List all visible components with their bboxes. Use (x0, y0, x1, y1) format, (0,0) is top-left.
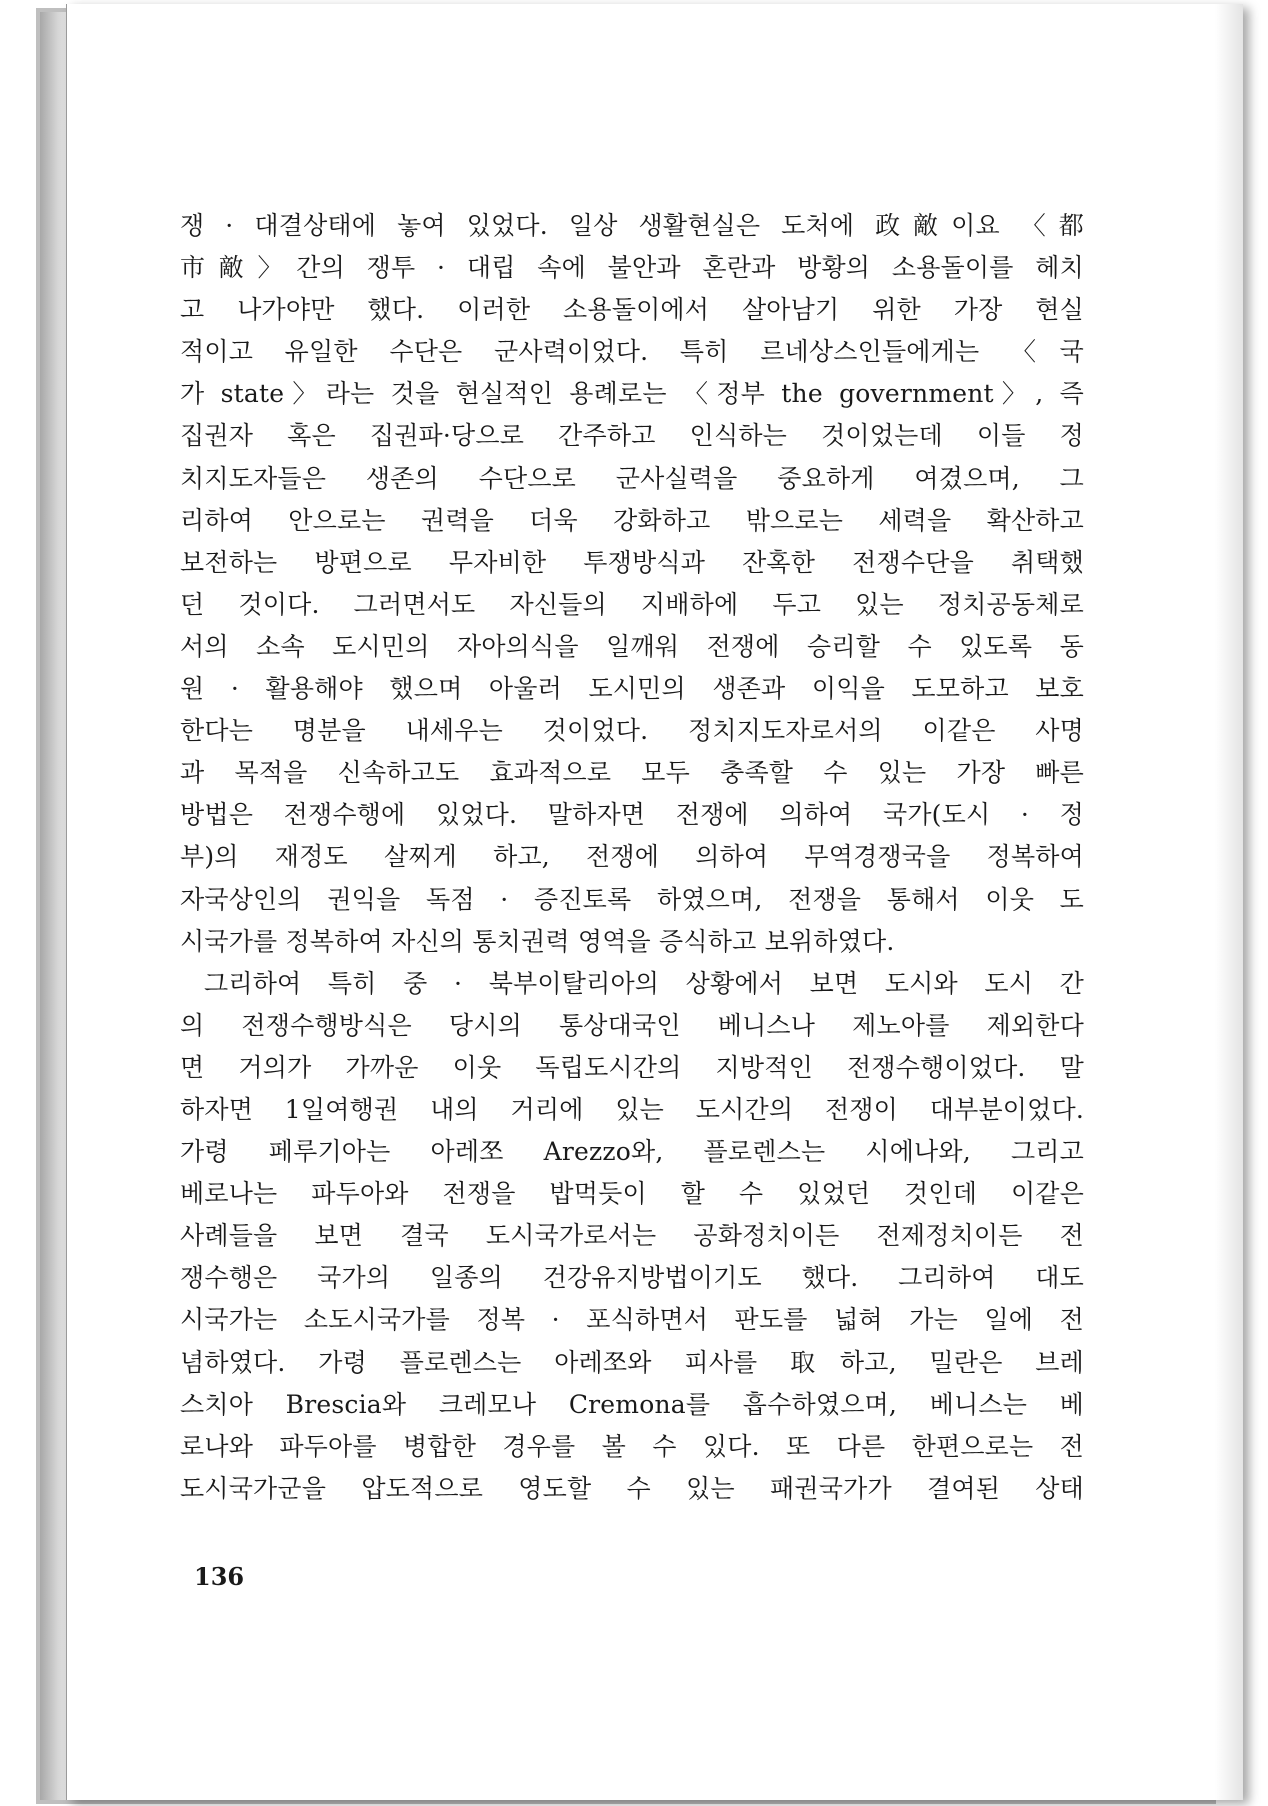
page-right-fade (1215, 4, 1243, 1800)
text-line: 사례들을 보면 결국 도시국가로서는 공화정치이든 전제정치이든 전 (180, 1221, 1084, 1251)
text-line: 하자면 1일여행권 내의 거리에 있는 도시간의 전쟁이 대부분이었다. (180, 1094, 1084, 1124)
text-line: 로나와 파두아를 병합한 경우를 볼 수 있다. 또 다른 한편으로는 전 (180, 1431, 1084, 1461)
text-line: 과 목적을 신속하고도 효과적으로 모두 충족할 수 있는 가장 빠른 (180, 758, 1084, 788)
text-line: 스치아 Brescia와 크레모나 Cremona를 흡수하였으며, 베니스는 베 (180, 1389, 1084, 1419)
text-line: 베로나는 파두아와 전쟁을 밥먹듯이 할 수 있었던 것인데 이같은 (180, 1179, 1084, 1209)
text-line: 적이고 유일한 수단은 군사력이었다. 특히 르네상스인들에게는 〈국 (180, 337, 1084, 367)
text-line: 고 나가야만 했다. 이러한 소용돌이에서 살아남기 위한 가장 현실 (180, 295, 1084, 325)
text-line: 그리하여 특히 중 · 북부이탈리아의 상황에서 보면 도시와 도시 간 (204, 968, 1084, 998)
text-line: 가 state〉라는 것을 현실적인 용례로는 〈정부 the government〉, 즉 (180, 379, 1084, 409)
text-line: 던 것이다. 그러면서도 자신들의 지배하에 두고 있는 정치공동체로 (180, 589, 1084, 619)
text-line: 치지도자들은 생존의 수단으로 군사실력을 중요하게 여겼으며, 그 (180, 463, 1084, 493)
text-line: 가령 페루기아는 아레쪼 Arezzo와, 플로렌스는 시에나와, 그리고 (180, 1137, 1084, 1167)
text-line: 원 · 활용해야 했으며 아울러 도시민의 생존과 이익을 도모하고 보호 (180, 674, 1084, 704)
text-line: 면 거의가 가까운 이웃 독립도시간의 지방적인 전쟁수행이었다. 말 (180, 1052, 1084, 1082)
text-line: 市敵〉간의 쟁투 · 대립 속에 불안과 혼란과 방황의 소용돌이를 헤치 (180, 253, 1084, 283)
text-line: 부)의 재정도 살찌게 하고, 전쟁에 의하여 무역경쟁국을 정복하여 (180, 842, 1084, 872)
text-line: 시국가는 소도시국가를 정복 · 포식하면서 판도를 넓혀 가는 일에 전 (180, 1305, 1084, 1335)
text-line: 쟁수행은 국가의 일종의 건강유지방법이기도 했다. 그리하여 대도 (180, 1263, 1084, 1293)
text-line: 념하였다. 가령 플로렌스는 아레쪼와 피사를 取하고, 밀란은 브레 (180, 1347, 1084, 1377)
text-line: 의 전쟁수행방식은 당시의 통상대국인 베니스나 제노아를 제외한다 (180, 1010, 1084, 1040)
text-line: 보전하는 방편으로 무자비한 투쟁방식과 잔혹한 전쟁수단을 취택했 (180, 547, 1084, 577)
body-text (180, 205, 1084, 1510)
page-number: 136 (194, 1562, 245, 1591)
text-line: 집권자 혹은 집권파·당으로 간주하고 인식하는 것이었는데 이들 정 (180, 421, 1084, 451)
text-line: 시국가를 정복하여 자신의 통치권력 영역을 증식하고 보위하였다. (180, 926, 895, 956)
text-line: 쟁 · 대결상태에 놓여 있었다. 일상 생활현실은 도처에 政敵이요 〈都 (180, 211, 1084, 240)
text-line: 리하여 안으로는 권력을 더욱 강화하고 밖으로는 세력을 확산하고 (180, 505, 1084, 535)
text-line: 자국상인의 권익을 독점 · 증진토록 하였으며, 전쟁을 통해서 이웃 도 (180, 884, 1084, 914)
text-line: 방법은 전쟁수행에 있었다. 말하자면 전쟁에 의하여 국가(도시 · 정 (180, 800, 1084, 830)
text-line: 서의 소속 도시민의 자아의식을 일깨워 전쟁에 승리할 수 있도록 동 (180, 631, 1084, 661)
text-line: 한다는 명분을 내세우는 것이었다. 정치지도자로서의 이같은 사명 (180, 716, 1084, 746)
text-line: 도시국가군을 압도적으로 영도할 수 있는 패권국가가 결여된 상태 (180, 1473, 1084, 1503)
